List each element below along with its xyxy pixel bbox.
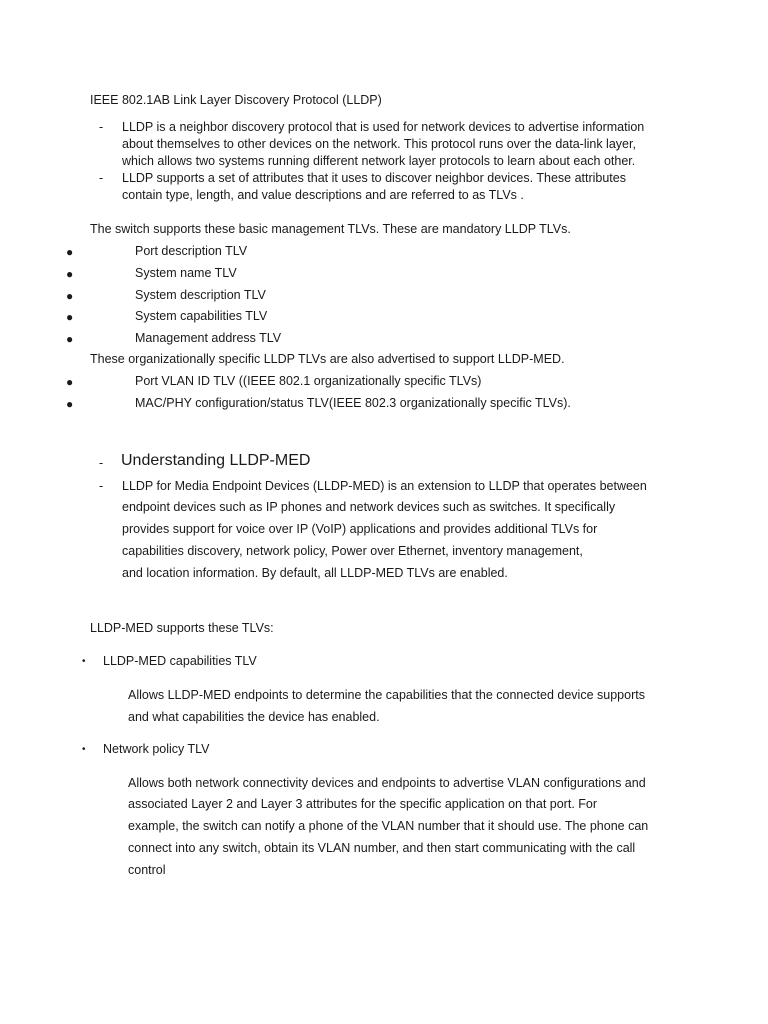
bullet-icon: ●	[66, 375, 74, 389]
intro-dash-2-line-1: LLDP supports a set of attributes that it uses to discover neighbor devices. These attributes	[122, 171, 626, 185]
org-intro: These organizationally specific LLDP TLVs are also advertised to support LLDP-MED.	[90, 352, 565, 366]
bullet-icon: ●	[66, 332, 74, 346]
list-item: Port VLAN ID TLV ((IEEE 802.1 organizationally specific TLVs)	[135, 374, 482, 388]
med-tlv-desc-line: connect into any switch, obtain its VLAN number, and then start communicating with the call	[128, 841, 636, 855]
med-tlv-desc-line: example, the switch can notify a phone of the VLAN number that it should use. The phone can	[128, 819, 649, 833]
dash-marker: -	[99, 479, 104, 493]
med-tlv-desc-line: Allows LLDP-MED endpoints to determine the capabilities that the connected device supports	[128, 688, 645, 702]
med-tlv-desc-line: Allows both network connectivity devices and endpoints to advertise VLAN configurations and	[128, 776, 646, 790]
list-item: MAC/PHY configuration/status TLV(IEEE 802.3 organizationally specific TLVs).	[135, 396, 571, 410]
bullet-icon: ●	[66, 397, 74, 411]
med-paragraph-line: capabilities discovery, network policy, Power over Ethernet, inventory management,	[122, 544, 583, 558]
list-item: System name TLV	[135, 266, 237, 280]
med-tlv-desc-line: associated Layer 2 and Layer 3 attributes for the specific application on that port. For	[128, 797, 598, 811]
med-paragraph-line: provides support for voice over IP (VoIP) applications and provides additional TLVs for	[122, 522, 598, 536]
med-tlv-name: LLDP-MED capabilities TLV	[103, 654, 257, 668]
med-tlv-name: Network policy TLV	[103, 742, 210, 756]
dash-marker: -	[99, 456, 104, 470]
list-item: Port description TLV	[135, 244, 248, 258]
bullet-icon: ●	[66, 310, 74, 324]
bullet-icon: •	[82, 656, 86, 667]
bullet-icon: ●	[66, 267, 74, 281]
bullet-icon: ●	[66, 289, 74, 303]
intro-dash-1-line-3: which allows two systems running different network layer protocols to learn about each other.	[122, 154, 636, 168]
med-paragraph-line: endpoint devices such as IP phones and network devices such as switches. It specifically	[122, 500, 616, 514]
list-item: Management address TLV	[135, 331, 282, 345]
bullet-icon: ●	[66, 245, 74, 259]
bullet-icon: •	[82, 744, 86, 755]
intro-dash-2-line-2: contain type, length, and value descriptions and are referred to as TLVs .	[122, 188, 524, 202]
med-paragraph-line: and location information. By default, all LLDP-MED TLVs are enabled.	[122, 566, 508, 580]
intro-dash-1-line-2: about themselves to other devices on the network. This protocol runs over the data-link layer,	[122, 137, 636, 151]
med-paragraph-line: LLDP for Media Endpoint Devices (LLDP-MED) is an extension to LLDP that operates between	[122, 479, 647, 493]
intro-dash-1-line-1: LLDP is a neighbor discovery protocol that is used for network devices to advertise information	[122, 120, 645, 134]
list-item: System description TLV	[135, 288, 266, 302]
section-heading: Understanding LLDP-MED	[121, 452, 311, 469]
dash-marker: -	[99, 120, 104, 134]
med-tlv-desc-line: and what capabilities the device has enabled.	[128, 710, 380, 724]
mandatory-intro: The switch supports these basic management TLVs. These are mandatory LLDP TLVs.	[90, 222, 571, 236]
med-tlv-desc-line: control	[128, 863, 166, 877]
med-supports-intro: LLDP-MED supports these TLVs:	[90, 621, 274, 635]
dash-marker: -	[99, 171, 104, 185]
document-title: IEEE 802.1AB Link Layer Discovery Protocol (LLDP)	[90, 93, 382, 107]
list-item: System capabilities TLV	[135, 309, 268, 323]
